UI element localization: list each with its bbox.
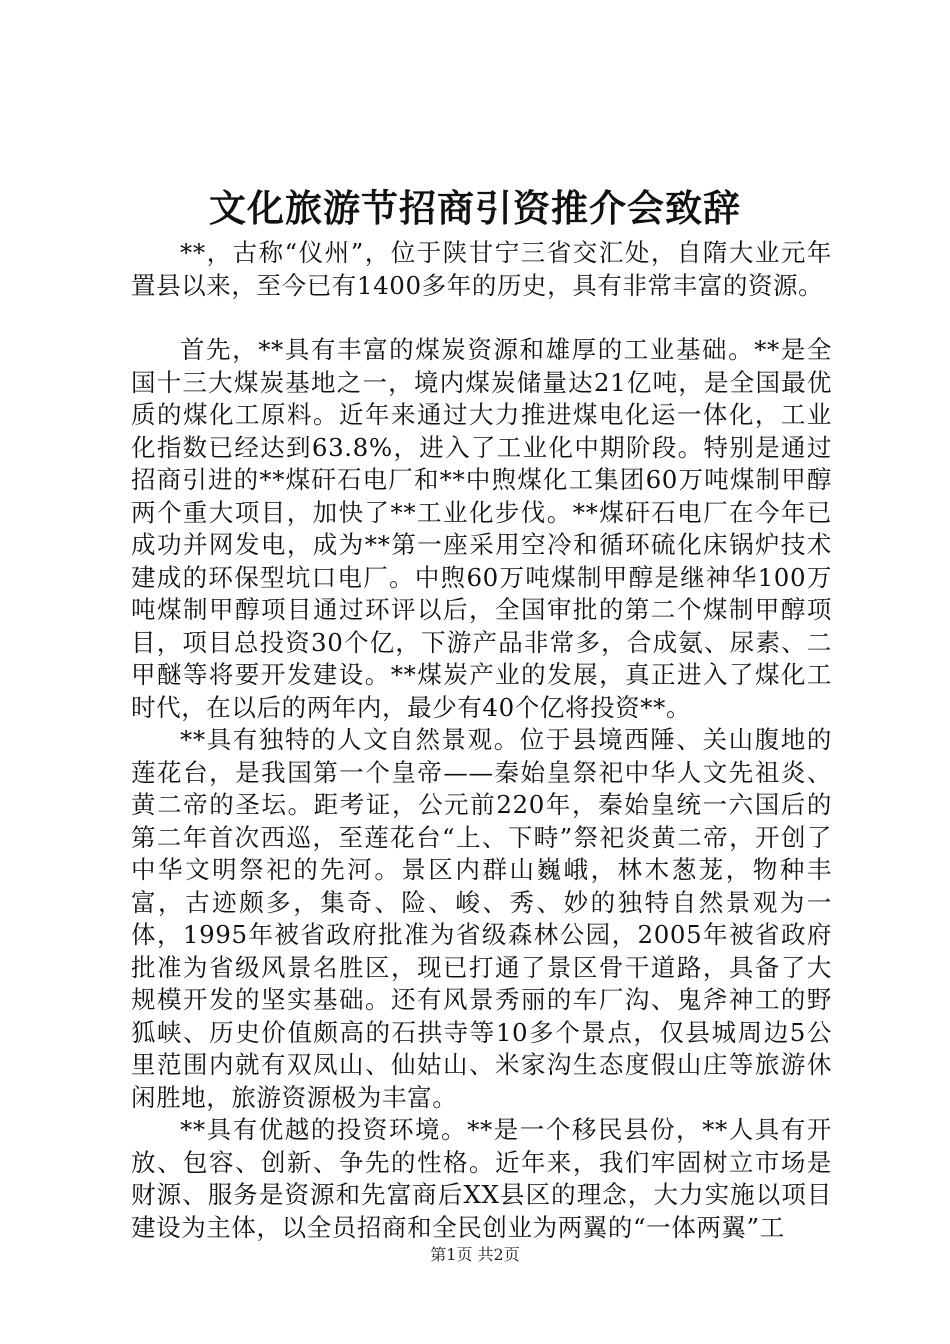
- page-footer: 第1页 共2页: [430, 1245, 520, 1264]
- paragraph-intro: **，古称“仪州”，位于陕甘宁三省交汇处，自隋大业元年置县以来，至今已有1400多年的历史，具有非常丰富的资源。: [131, 238, 832, 300]
- paragraph-coal-industry: 首先，**具有丰富的煤炭资源和雄厚的工业基础。**是全国十三大煤炭基地之一，境内煤炭储量达21亿吨，是全国最优质的煤化工原料。近年来通过大力推进煤电化运一体化，工业化指数已经达到63.8%，进入了工业化中期阶段。特别是通过招商引进的**煤矸石电厂和**中煦煤化工集团60万吨煤制甲醇两个重大项目，加快了**工业化步伐。**煤矸石电厂在今年已成功并网发电，成为**第一座采用空冷和循环硫化床锅炉技术建成的环保型坑口电厂。中煦60万吨煤制甲醇是继神华100万吨煤制甲醇项目通过环评以后，全国审批的第二个煤制甲醇项目，项目总投资30个亿，下游产品非常多，合成氨、尿素、二甲醚等将要开发建设。**煤炭产业的发展，真正进入了煤化工时代，在以后的两年内，最少有40个亿将投资**。: [131, 335, 832, 722]
- document-body: [131, 237, 832, 1244]
- paragraph-scenery: **具有独特的人文自然景观。位于县境西陲、关山腹地的莲花台，是我国第一个皇帝——秦始皇祭祀中华人文先祖炎、黄二帝的圣坛。距考证，公元前220年，秦始皇统一六国后的第二年首次西巡，至莲花台“上、下畤”祭祀炎黄二帝，开创了中华文明祭祀的先河。景区内群山巍峨，林木葱茏，物种丰富，古迹颇多，集奇、险、峻、秀、妙的独特自然景观为一体，1995年被省政府批准为省级森林公园，2005年被省政府批准为省级风景名胜区，现已打通了景区骨干道路，具备了大规模开发的坚实基础。还有风景秀丽的车厂沟、鬼斧神工的野狐峡、历史价值颇高的石拱寺等10多个景点，仅县城周边5公里范围内就有双凤山、仙姑山、米家沟生态度假山庄等旅游休闲胜地，旅游资源极为丰富。: [131, 725, 832, 1112]
- document-title: 文化旅游节招商引资推介会致辞: [209, 186, 741, 230]
- paragraph-investment-environment: **具有优越的投资环境。**是一个移民县份，**人具有开放、包容、创新、争先的性格。近年来，我们牢固树立市场是财源、服务是资源和先富商后XX县区的理念，大力实施以项目建设为主体，以全员招商和全民创业为两翼的“一体两翼”工: [131, 1115, 832, 1242]
